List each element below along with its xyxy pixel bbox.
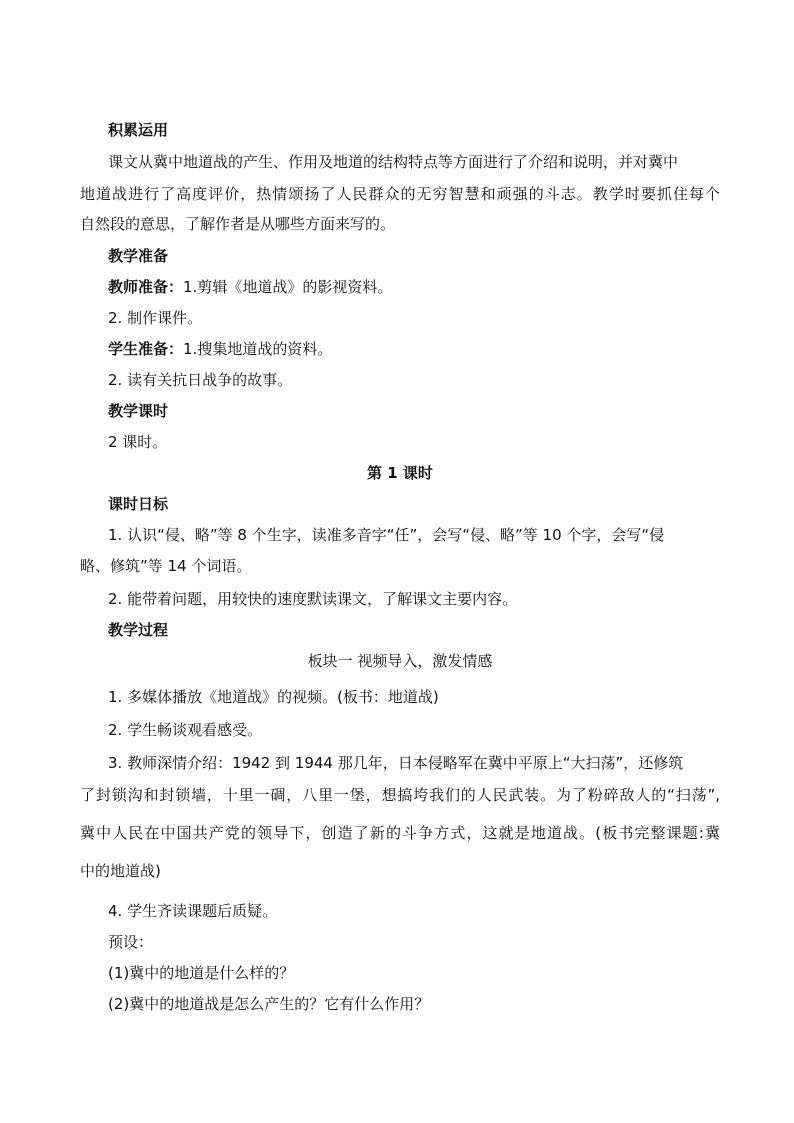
lesson-title: 第 1 课时 <box>367 464 433 482</box>
block-title: 板块一 视频导入，激发情感 <box>307 652 493 670</box>
preset-question: (2)冀中的地道战是怎么产生的？它有什么作用？ <box>108 995 430 1013</box>
section-heading-zhunbei: 教学准备 <box>108 247 169 265</box>
process-step: 4. 学生齐读课题后质疑。 <box>108 902 278 920</box>
process-step: 2. 学生畅谈观看感受。 <box>108 721 263 739</box>
goals-heading: 课时日标 <box>108 495 169 513</box>
teacher-prep-label: 教师准备： <box>108 278 184 296</box>
process-heading: 教学过程 <box>108 621 169 639</box>
goal-line: 2. 能带着问题，用较快的速度默读课文，了解课文主要内容。 <box>108 590 518 608</box>
process-step-line: 3. 教师深情介绍：1942 到 1944 那几年，日本侵略军在冀中平原上“大扫荡”，还修筑 <box>108 754 684 772</box>
process-step-line: 中的地道战) <box>80 862 161 880</box>
teacher-prep-item: 1.剪辑《地道战》的影视资料。 <box>183 278 393 296</box>
process-step: 1. 多媒体播放《地道战》的视频。(板书：地道战) <box>108 688 439 706</box>
student-prep-item: 2. 读有关抗日战争的故事。 <box>108 371 293 389</box>
section-heading-jilei: 积累运用 <box>108 121 169 139</box>
preset-label: 预设： <box>108 933 154 951</box>
goal-line: 1. 认识“侵、略”等 8 个生字，读准多音字“任”，会写“侵、略”等 10 个字，会写“侵 <box>108 526 665 544</box>
process-step-line: 了封锁沟和封锁墙，十里一碉，八里一堡，想搞垮我们的人民武装。为了粉碎敌人的“扫荡”, <box>80 786 720 804</box>
paragraph-line: 课文从冀中地道战的产生、作用及地道的结构特点等方面进行了介绍和说明，并对冀中 <box>108 153 679 171</box>
section-heading-keshi: 教学课时 <box>108 402 169 420</box>
student-prep-line <box>108 339 718 359</box>
process-step-line: 冀中人民在中国共产党的领导下，创造了新的斗争方式，这就是地道战。(板书完整课题:冀 <box>80 824 720 842</box>
teacher-prep-line <box>108 277 718 297</box>
goal-line: 略、修筑”等 14 个词语。 <box>80 557 252 575</box>
preset-question: (1)冀中的地道是什么样的？ <box>108 964 295 982</box>
paragraph-line: 地道战进行了高度评价，热情颂扬了人民群众的无穷智慧和顽强的斗志。教学时要抓住每个 <box>80 185 720 203</box>
teacher-prep-item: 2. 制作课件。 <box>108 309 203 327</box>
student-prep-label: 学生准备： <box>108 340 184 358</box>
lesson-count: 2 课时。 <box>108 433 168 451</box>
paragraph-line: 自然段的意思，了解作者是从哪些方面来写的。 <box>80 215 396 233</box>
student-prep-item: 1.搜集地道战的资料。 <box>183 340 333 358</box>
